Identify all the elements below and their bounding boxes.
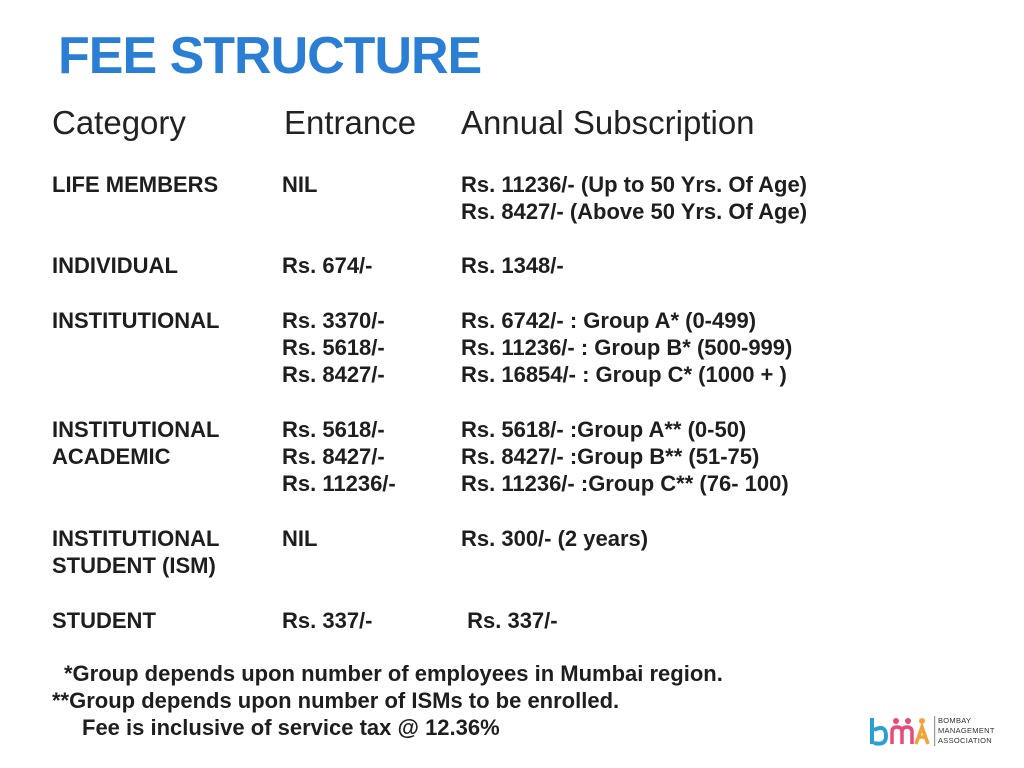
footnote-employees: *Group depends upon number of employees in Mumbai region. [64,661,723,686]
life-annual-1: Rs. 11236/- (Up to 50 Yrs. Of Age) [461,172,808,197]
student-entrance: Rs. 337/- [282,608,373,633]
header-entrance: Entrance [284,104,417,141]
institutional-entrance-2: Rs. 5618/- [282,335,385,360]
academic-annual-3: Rs. 11236/- :Group C** (76- 100) [461,471,789,496]
academic-annual-2: Rs. 8427/- :Group B** (51-75) [461,444,760,469]
academic-category-1: INSTITUTIONAL [52,417,220,442]
individual-annual: Rs. 1348/- [461,253,564,278]
header-annual-subscription: Annual Subscription [461,104,755,141]
bma-logo-text: BOMBAY MANAGEMENT ASSOCIATION [938,716,995,745]
individual-entrance: Rs. 674/- [282,253,373,278]
life-entrance: NIL [282,172,318,197]
academic-entrance-2: Rs. 8427/- [282,444,385,469]
student-category: STUDENT [52,608,156,633]
ism-category-1: INSTITUTIONAL [52,526,220,551]
institutional-annual-2: Rs. 11236/- : Group B* (500-999) [461,335,793,360]
ism-annual: Rs. 300/- (2 years) [461,526,649,551]
footnote-service-tax: Fee is inclusive of service tax @ 12.36% [82,715,500,740]
academic-category-2: ACADEMIC [52,444,171,469]
academic-annual-1: Rs. 5618/- :Group A** (0-50) [461,417,747,442]
institutional-entrance-1: Rs. 3370/- [282,308,385,333]
life-annual-2: Rs. 8427/- (Above 50 Yrs. Of Age) [461,199,808,224]
institutional-category: INSTITUTIONAL [52,308,220,333]
institutional-annual-3: Rs. 16854/- : Group C* (1000 + ) [461,362,787,387]
institutional-annual-1: Rs. 6742/- : Group A* (0-499) [461,308,757,333]
academic-entrance-1: Rs. 5618/- [282,417,385,442]
institutional-entrance-3: Rs. 8427/- [282,362,385,387]
page-title: FEE STRUCTURE [58,27,482,85]
life-category: LIFE MEMBERS [52,172,219,197]
student-annual: Rs. 337/- [461,608,558,633]
academic-entrance-3: Rs. 11236/- [282,471,396,496]
header-category: Category [52,104,186,141]
individual-category: INDIVIDUAL [52,253,178,278]
ism-category-2: STUDENT (ISM) [52,553,216,578]
footnote-isms: **Group depends upon number of ISMs to be enrolled. [52,688,620,713]
ism-entrance: NIL [282,526,318,551]
